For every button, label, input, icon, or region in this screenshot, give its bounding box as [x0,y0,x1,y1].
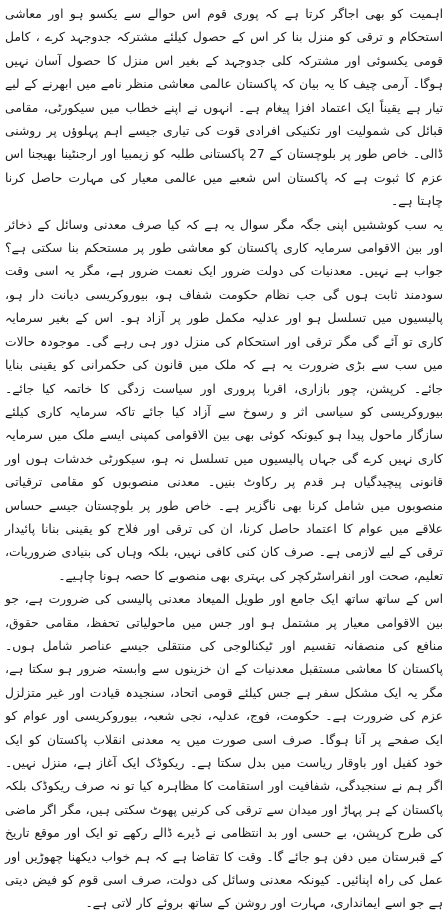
article-paragraph-3: اس کے ساتھ ساتھ ایک جامع اور طویل المیعاد معدنی پالیسی کی ضرورت ہے، جو بین الاقوامی معیار پر مشتمل ہو اور جس میں ماحولیاتی تحفظ، مقامی حقوق، منافع کی منصفانہ تقسیم اور ٹیکنالوجی کی منتقلی جیسے عناصر شامل ہوں۔ پاکستان کا معاشی مستقبل معدنیات کے ان خزینوں سے وابستہ ضرور ہو سکتا ہے، مگر یہ ایک مشکل سفر ہے جس کیلئے قومی اتحاد، سنجیدہ قیادت اور غیر متزلزل عزم کی ضرورت ہے۔ حکومت، فوج، عدلیہ، نجی شعبہ، بیوروکریسی اور عوام کو ایک صفحے پر آنا ہوگا۔ صرف اسی صورت میں یہ معدنی انقلاب پاکستان کو ایک خود کفیل اور باوقار ریاست میں بدل سکتا ہے۔ ریکوڈک ایک آغاز ہے، منزل نہیں۔ اگر ہم نے سنجیدگی، شفافیت اور استقامت کا مظاہرہ کیا تو نہ صرف ریکوڈک بلکہ پاکستان کے ہر پہاڑ اور میدان سے ترقی کی کرنیں پھوٹ سکتی ہیں، مگر اگر ماضی کی طرح کرپشن، بے حسی اور بد انتظامی نے ڈیرے ڈالے رکھے تو ایک اور موقع تاریخ کے قبرستان میں دفن ہو جائے گا۔ وقت کا تقاضا ہے کہ ہم خواب دیکھنا چھوڑیں اور عمل کی راہ اپنائیں۔ کیونکہ معدنی وسائل کی دولت، صرف اسی قوم کو فیض دیتی ہے جو اسے ایمانداری، مہارت اور روشن کے ساتھ بروئے کار لاتی ہے۔ [5,592,443,911]
article-paragraph-2: یہ سب کوششیں اپنی جگہ مگر سوال یہ ہے کہ کیا صرف معدنی وسائل کے ذخائر اور بین الاقوامی سرمایہ کاری پاکستان کو معاشی طور پر مستحکم بنا سکتی ہے؟ جواب ہے نہیں۔ معدنیات کی دولت ضرور ایک نعمت ضرور ہے، مگر یہ اسی وقت سودمند ثابت ہوں گی جب نظام حکومت شفاف ہو، بیوروکریسی دیانت دار ہو، پالیسیوں میں تسلسل ہو اور عدلیہ مکمل طور پر آزاد ہو۔ اس کے بغیر سرمایہ کاری تو آئے گی مگر ترقی اور استحکام کی منزل دور ہی رہے گی۔ موجودہ حالات میں سب سے بڑی ضرورت یہ ہے کہ ملک میں قانون کی حکمرانی کو یقینی بنایا جائے۔ کرپشن، چور بازاری، اقربا پروری اور سیاست زدگی کا خاتمہ کیا جائے۔ بیوروکریسی کو سیاسی اثر و رسوخ سے آزاد کیا جائے تاکہ سرمایہ کاری کیلئے سازگار ماحول پیدا ہو کیونکہ کوئی بھی بین الاقوامی کمپنی ایسے ملک میں سرمایہ کاری نہیں کرے گی جہاں پالیسیوں میں تسلسل نہ ہو، سیکورٹی خدشات ہوں اور قانونی پیچیدگیاں ہر قدم پر رکاوٹ بنیں۔ معدنی منصوبوں کو مقامی ترقیاتی منصوبوں میں شامل کرنا بھی ناگزیر ہے۔ خاص طور پر بلوچستان جیسے حساس علاقے میں عوام کا اعتماد حاصل کرنا، ان کی ترقی اور فلاح کو یقینی بنانا پائیدار ترقی کے لیے لازمی ہے۔ صرف کان کنی کافی نہیں، بلکہ وہاں کی بنیادی ضروریات، تعلیم، صحت اور انفراسٹرکچر کی بہتری بھی منصوبے کا حصہ ہونا چاہیے۔ [5,217,443,583]
article-paragraph-1: اہمیت کو بھی اجاگر کرتا ہے کہ پوری قوم اس حوالے سے یکسو ہو اور معاشی استحکام و ترقی کو منزل بنا کر اس کے حصول کیلئے مشترکہ جدوجہد کرے ، کامل قومی یکسوئی اور مشترکہ کلی جدوجہد کے بغیر اس منزل کا حصول آسان نہیں ہوگا۔ آرمی چیف کا یہ بیان کہ پاکستان عالمی معاشی منظر نامے میں ابھرنے کے لیے تیار ہے یقیناً ایک اعتماد افزا پیغام ہے۔ انہوں نے اپنے خطاب میں سیکورٹی، مقامی قبائل کی شمولیت اور تکنیکی افرادی قوت کی تیاری جیسے اہم پہلوؤں پر روشنی ڈالی۔ خاص طور پر بلوچستان کے 27 پاکستانی طلبہ کو زیمبیا اور ارجنٹینا بھیجنا اس عزم کا ثبوت ہے کہ پاکستان اس شعبے میں عالمی معیار کی مہارت حاصل کرنا چاہتا ہے۔ [5,7,443,209]
